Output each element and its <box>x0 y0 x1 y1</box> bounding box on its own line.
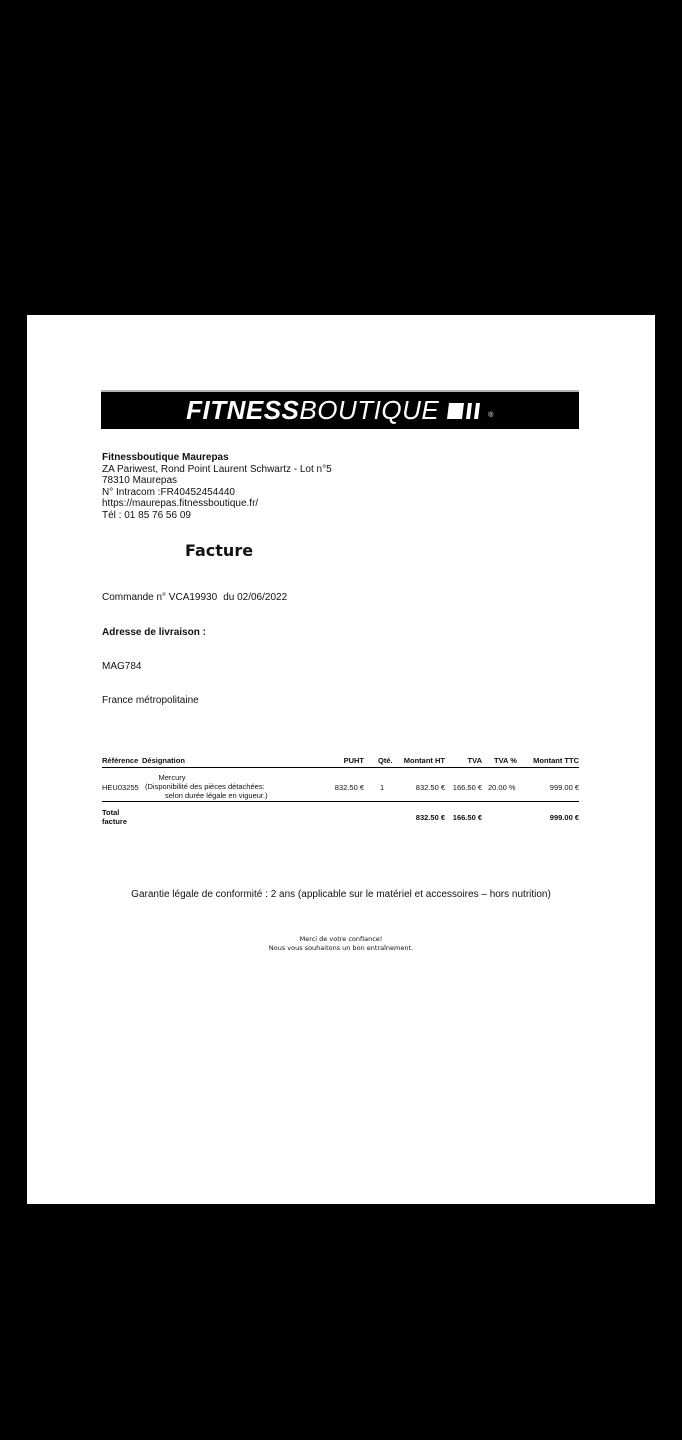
shop-phone: Tél : 01 85 76 56 09 <box>102 509 191 521</box>
table-row <box>102 768 579 802</box>
header-reference: Référence <box>102 756 139 765</box>
shop-address: ZA Pariwest, Rond Point Laurent Schwartz - Lot n°5 <box>102 463 332 475</box>
header-puht: PUHT <box>343 756 364 765</box>
row-qty: 1 <box>380 783 385 792</box>
row-designation-note: (Disponibilité des pièces détachées: <box>145 782 265 791</box>
brand-banner <box>101 390 579 429</box>
header-designation: Désignation <box>142 756 185 765</box>
logo-word-boutique: BOUTIQUE <box>299 395 440 425</box>
total-row <box>102 802 579 828</box>
row-tva-pct: 20.00 % <box>488 783 516 792</box>
row-product-name: Mercury <box>158 773 186 782</box>
thanks-line-1: Merci de votre confiance! <box>299 935 383 943</box>
shop-vat: N° Intracom :FR40452454440 <box>102 486 235 498</box>
logo-stripes-icon <box>447 401 487 421</box>
total-label: Total <box>102 808 120 817</box>
order-number: Commande n° VCA19930 <box>102 592 218 603</box>
thanks-message <box>27 935 655 953</box>
header-tva: TVA <box>467 756 482 765</box>
order-line <box>102 592 287 603</box>
header-qty: Qté. <box>378 756 393 765</box>
document-title: Facture <box>185 541 254 560</box>
table-header <box>102 755 579 768</box>
shop-city: 78310 Maurepas <box>102 475 178 486</box>
total-montant-ht: 832.50 € <box>415 813 445 822</box>
invoice-table <box>102 755 579 828</box>
header-tva-pct: TVA % <box>494 756 517 765</box>
row-montant-ttc: 999.00 € <box>549 783 579 792</box>
delivery-title: Adresse de livraison : <box>102 627 206 638</box>
shop-url[interactable]: https://maurepas.fitnessboutique.fr/ <box>102 498 259 509</box>
row-tva: 166.50 € <box>452 783 482 792</box>
delivery-name: MAG784 <box>102 661 142 672</box>
shop-name: Fitnessboutique Maurepas <box>102 452 229 463</box>
invoice-page <box>27 315 655 1204</box>
header-montant-ttc: Montant TTC <box>533 756 579 765</box>
header-montant-ht: Montant HT <box>403 756 445 765</box>
fitnessboutique-logo <box>186 395 494 426</box>
total-tva: 166.50 € <box>452 813 482 822</box>
order-date: du 02/06/2022 <box>223 592 288 603</box>
row-reference: HEU03255 <box>102 783 139 792</box>
row-puht: 832.50 € <box>334 783 364 792</box>
registered-mark: ® <box>488 412 494 419</box>
total-label-2: facture <box>102 817 128 826</box>
logo-word-fitness: FITNESS <box>186 395 300 425</box>
shop-info <box>102 452 332 521</box>
row-designation-note-2: selon durée légale en vigueur.) <box>165 791 268 800</box>
thanks-line-2: Nous vous souhaitons un bon entraînement. <box>268 944 414 952</box>
guarantee-note: Garantie légale de conformité : 2 ans (applicable sur le matériel et accessoires – hors nutrition) <box>131 889 551 900</box>
delivery-country: France métropolitaine <box>102 695 199 706</box>
row-montant-ht: 832.50 € <box>415 783 445 792</box>
total-montant-ttc: 999.00 € <box>549 813 579 822</box>
